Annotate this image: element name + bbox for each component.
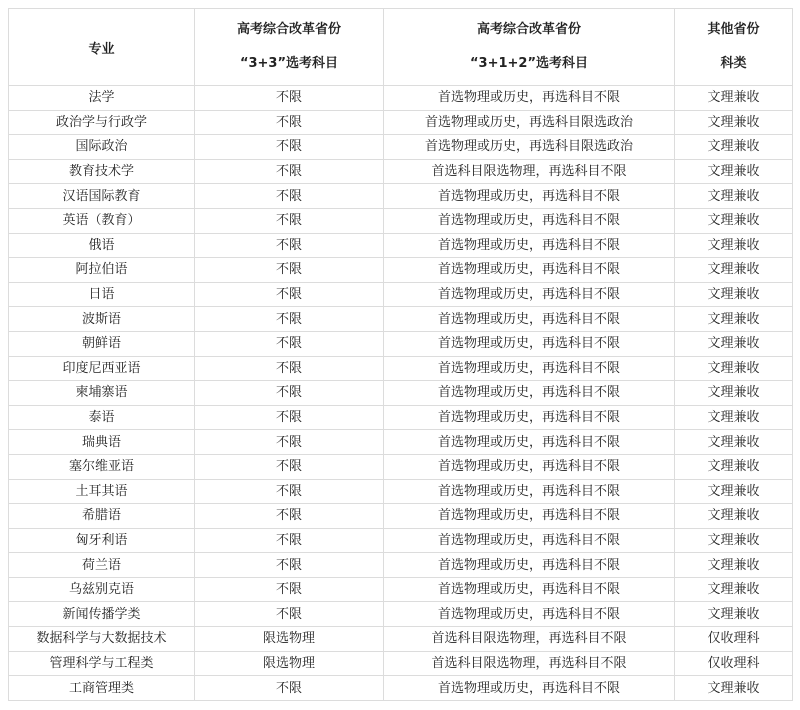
requirement-3plus3-cell: 限选物理 [195,651,384,676]
category-cell: 文理兼收 [675,258,793,283]
major-cell: 瑞典语 [9,430,195,455]
table-row [9,110,793,135]
major-cell: 泰语 [9,405,195,430]
category-cell: 文理兼收 [675,233,793,258]
major-cell: 波斯语 [9,307,195,332]
header-3plus1plus2-line1: 高考综合改革省份 [476,22,581,37]
requirement-3plus3-cell: 不限 [195,110,384,135]
table-row [9,577,793,602]
table-row [9,233,793,258]
header-3plus3-line2: “3+3”选考科目 [239,56,339,71]
category-cell: 文理兼收 [675,479,793,504]
requirement-3plus3-cell: 不限 [195,184,384,209]
requirement-3plus1plus2-cell: 首选科目限选物理，再选科目不限 [384,627,675,652]
requirement-3plus1plus2-cell: 首选物理或历史，再选科目不限 [384,208,675,233]
requirement-3plus3-cell: 不限 [195,86,384,111]
category-cell: 仅收理科 [675,627,793,652]
table-row [9,504,793,529]
major-cell: 塞尔维亚语 [9,454,195,479]
major-cell: 汉语国际教育 [9,184,195,209]
requirement-3plus1plus2-cell: 首选物理或历史，再选科目不限 [384,504,675,529]
table-row [9,651,793,676]
table-row [9,135,793,160]
major-cell: 数据科学与大数据技术 [9,627,195,652]
requirement-3plus3-cell: 不限 [195,528,384,553]
table-row [9,307,793,332]
requirement-3plus1plus2-cell: 首选物理或历史，再选科目不限 [384,528,675,553]
table-header-row [9,9,793,86]
category-cell: 文理兼收 [675,282,793,307]
table-row [9,381,793,406]
header-3plus3-line1: 高考综合改革省份 [236,22,341,37]
requirement-3plus1plus2-cell: 首选物理或历史，再选科目不限 [384,282,675,307]
major-cell: 俄语 [9,233,195,258]
category-cell: 文理兼收 [675,430,793,455]
major-cell: 朝鲜语 [9,331,195,356]
category-cell: 文理兼收 [675,553,793,578]
requirement-3plus1plus2-cell: 首选科目限选物理，再选科目不限 [384,159,675,184]
major-cell: 管理科学与工程类 [9,651,195,676]
table-row [9,479,793,504]
requirement-3plus1plus2-cell: 首选物理或历史，再选科目不限 [384,577,675,602]
category-cell: 文理兼收 [675,135,793,160]
table-row [9,356,793,381]
major-cell: 土耳其语 [9,479,195,504]
major-cell: 柬埔寨语 [9,381,195,406]
table-row [9,602,793,627]
requirement-3plus1plus2-cell: 首选物理或历史，再选科目不限 [384,454,675,479]
requirement-3plus1plus2-cell: 首选物理或历史，再选科目不限 [384,553,675,578]
major-cell: 新闻传播学类 [9,602,195,627]
requirement-3plus1plus2-cell: 首选物理或历史，再选科目不限 [384,479,675,504]
major-cell: 教育技术学 [9,159,195,184]
requirement-3plus1plus2-cell: 首选科目限选物理，再选科目不限 [384,651,675,676]
header-major-label: 专业 [88,41,115,57]
table-row [9,208,793,233]
table-row [9,331,793,356]
header-other-provinces [675,9,793,86]
requirement-3plus3-cell: 不限 [195,233,384,258]
header-3plus3 [195,9,384,86]
category-cell: 文理兼收 [675,356,793,381]
requirement-3plus3-cell: 不限 [195,553,384,578]
requirement-3plus1plus2-cell: 首选物理或历史，再选科目限选政治 [384,135,675,160]
header-3plus1plus2 [384,9,675,86]
requirement-3plus3-cell: 不限 [195,430,384,455]
category-cell: 文理兼收 [675,331,793,356]
requirement-3plus3-cell: 不限 [195,135,384,160]
requirement-3plus3-cell: 不限 [195,159,384,184]
category-cell: 文理兼收 [675,307,793,332]
requirement-3plus3-cell: 不限 [195,258,384,283]
major-cell: 工商管理类 [9,676,195,701]
category-cell: 文理兼收 [675,208,793,233]
requirement-3plus1plus2-cell: 首选物理或历史，再选科目不限 [384,356,675,381]
table-row [9,528,793,553]
category-cell: 文理兼收 [675,602,793,627]
table-row [9,553,793,578]
category-cell: 文理兼收 [675,528,793,553]
requirement-3plus3-cell: 不限 [195,381,384,406]
requirement-3plus3-cell: 不限 [195,676,384,701]
major-cell: 政治学与行政学 [9,110,195,135]
table-row [9,184,793,209]
category-cell: 文理兼收 [675,110,793,135]
table-row [9,405,793,430]
table-row [9,430,793,455]
header-major [9,9,195,86]
header-other-line1: 其他省份 [707,22,760,37]
requirement-3plus3-cell: 不限 [195,504,384,529]
subject-requirements-table [8,8,793,701]
major-cell: 英语（教育） [9,208,195,233]
requirement-3plus3-cell: 不限 [195,282,384,307]
category-cell: 文理兼收 [675,454,793,479]
table-body [9,86,793,701]
category-cell: 文理兼收 [675,577,793,602]
requirement-3plus3-cell: 不限 [195,454,384,479]
requirement-3plus1plus2-cell: 首选物理或历史，再选科目不限 [384,381,675,406]
requirement-3plus3-cell: 不限 [195,602,384,627]
major-cell: 日语 [9,282,195,307]
category-cell: 文理兼收 [675,405,793,430]
category-cell: 文理兼收 [675,86,793,111]
major-cell: 希腊语 [9,504,195,529]
requirement-3plus1plus2-cell: 首选物理或历史，再选科目不限 [384,307,675,332]
requirement-3plus3-cell: 不限 [195,577,384,602]
requirement-3plus3-cell: 不限 [195,331,384,356]
major-cell: 匈牙利语 [9,528,195,553]
requirement-3plus1plus2-cell: 首选物理或历史，再选科目不限 [384,405,675,430]
table-row [9,627,793,652]
table-row [9,86,793,111]
requirement-3plus1plus2-cell: 首选物理或历史，再选科目不限 [384,430,675,455]
category-cell: 仅收理科 [675,651,793,676]
major-cell: 乌兹别克语 [9,577,195,602]
requirement-3plus3-cell: 不限 [195,356,384,381]
table-row [9,282,793,307]
requirement-3plus1plus2-cell: 首选物理或历史，再选科目不限 [384,331,675,356]
major-cell: 印度尼西亚语 [9,356,195,381]
requirements-table-container [8,8,793,701]
requirement-3plus1plus2-cell: 首选物理或历史，再选科目不限 [384,602,675,627]
table-row [9,258,793,283]
category-cell: 文理兼收 [675,159,793,184]
table-row [9,676,793,701]
major-cell: 国际政治 [9,135,195,160]
table-row [9,454,793,479]
major-cell: 法学 [9,86,195,111]
requirement-3plus1plus2-cell: 首选物理或历史，再选科目不限 [384,233,675,258]
requirement-3plus1plus2-cell: 首选物理或历史，再选科目不限 [384,184,675,209]
category-cell: 文理兼收 [675,184,793,209]
table-row [9,159,793,184]
requirement-3plus3-cell: 不限 [195,208,384,233]
requirement-3plus1plus2-cell: 首选物理或历史，再选科目限选政治 [384,110,675,135]
requirement-3plus3-cell: 不限 [195,307,384,332]
category-cell: 文理兼收 [675,381,793,406]
header-other-line2: 科类 [720,56,747,71]
requirement-3plus1plus2-cell: 首选物理或历史，再选科目不限 [384,86,675,111]
requirement-3plus1plus2-cell: 首选物理或历史，再选科目不限 [384,258,675,283]
requirement-3plus1plus2-cell: 首选物理或历史，再选科目不限 [384,676,675,701]
requirement-3plus3-cell: 限选物理 [195,627,384,652]
category-cell: 文理兼收 [675,504,793,529]
requirement-3plus3-cell: 不限 [195,479,384,504]
category-cell: 文理兼收 [675,676,793,701]
major-cell: 荷兰语 [9,553,195,578]
major-cell: 阿拉伯语 [9,258,195,283]
header-3plus1plus2-line2: “3+1+2”选考科目 [469,56,588,71]
requirement-3plus3-cell: 不限 [195,405,384,430]
